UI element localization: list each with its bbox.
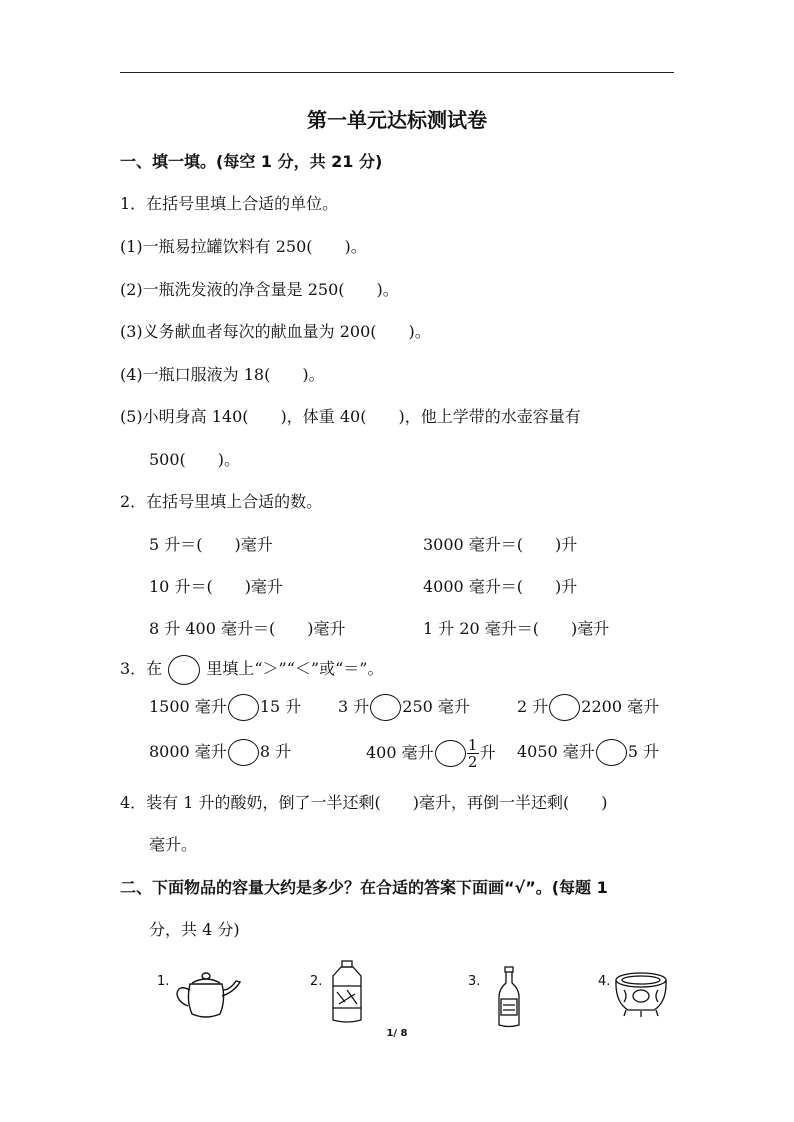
header-rule — [120, 72, 674, 73]
comparison-circle[interactable] — [435, 740, 466, 767]
fraction-denominator: 2 — [467, 753, 478, 771]
q3-row2-item1 — [149, 737, 291, 767]
q3-right-term: 15 升 — [259, 697, 302, 716]
bottle-icon — [327, 958, 367, 1026]
q3-left-term: 2 升 — [517, 697, 549, 716]
page-title: 第一单元达标测试卷 — [307, 108, 487, 132]
q1-item-5-cont: 500( )。 — [149, 450, 241, 469]
q3-right-term: 8 升 — [259, 742, 292, 761]
item-2-number: 2. — [310, 974, 323, 989]
q3-row2-item2 — [366, 737, 496, 770]
q3-right-term: 5 升 — [627, 742, 660, 761]
q3-prompt — [120, 653, 383, 685]
q3-prompt-pre: 3．在 — [120, 659, 163, 678]
q3-prompt-post: 里填上“＞”“＜”或“＝”。 — [206, 659, 384, 678]
q3-left-term: 1500 毫升 — [149, 697, 227, 716]
q1-prompt: 1．在括号里填上合适的单位。 — [120, 194, 339, 213]
comparison-circle[interactable] — [228, 739, 259, 766]
q2-right-1: 3000 毫升＝( )升 — [423, 535, 578, 554]
q2-right-2: 4000 毫升＝( )升 — [423, 577, 578, 596]
q3-left-term: 400 毫升 — [366, 743, 434, 762]
teapot-icon — [174, 970, 244, 1022]
section2-heading-cont: 分，共 4 分) — [149, 920, 240, 939]
q3-left-term: 3 升 — [338, 697, 370, 716]
item-3-number: 3. — [468, 974, 481, 989]
q1-item-3: (3)义务献血者每次的献血量为 200( )。 — [120, 322, 431, 341]
q2-left-1: 5 升＝( )毫升 — [149, 535, 273, 554]
comparison-circle[interactable] — [370, 694, 401, 721]
q3-right-term: 2200 毫升 — [581, 697, 660, 716]
fraction-numerator: 1 — [467, 736, 478, 754]
q1-item-2: (2)一瓶洗发液的净含量是 250( )。 — [120, 280, 399, 299]
q1-item-4: (4)一瓶口服液为 18( )。 — [120, 365, 325, 384]
circle-blank-icon — [168, 655, 200, 685]
item-1-number: 1. — [157, 974, 170, 989]
q3-row1-item1 — [149, 692, 301, 722]
section2-heading: 二、下面物品的容量大约是多少？在合适的答案下面画“√”。(每题 1 — [120, 878, 608, 897]
q2-left-2: 10 升＝( )毫升 — [149, 577, 283, 596]
q3-row1-item3 — [517, 692, 659, 722]
pot-icon — [612, 968, 670, 1020]
fraction-one-half — [467, 737, 479, 770]
q2-left-3: 8 升 400 毫升＝( )毫升 — [149, 619, 346, 638]
q2-right-3: 1 升 20 毫升＝( )毫升 — [423, 619, 610, 638]
q3-row2-item3 — [517, 737, 659, 767]
q3-row1-item2 — [338, 692, 470, 722]
q3-left-term: 8000 毫升 — [149, 742, 227, 761]
glass-bottle-icon — [494, 965, 524, 1029]
q3-unit: 升 — [479, 743, 496, 762]
q1-item-1: (1)一瓶易拉罐饮料有 250( )。 — [120, 237, 367, 256]
q4-line2: 毫升。 — [149, 835, 198, 854]
q2-prompt: 2．在括号里填上合适的数。 — [120, 492, 323, 511]
comparison-circle[interactable] — [596, 739, 627, 766]
q3-left-term: 4050 毫升 — [517, 742, 595, 761]
item-4-number: 4. — [598, 974, 611, 989]
section1-heading: 一、填一填。(每空 1 分，共 21 分) — [120, 152, 383, 171]
page-number: 1/ 8 — [386, 1028, 408, 1039]
q1-item-5: (5)小明身高 140( )，体重 40( )，他上学带的水壶容量有 — [120, 407, 581, 426]
comparison-circle[interactable] — [228, 694, 259, 721]
q4-line1: 4．装有 1 升的酸奶，倒了一半还剩( )毫升，再倒一半还剩( ) — [120, 793, 608, 812]
q3-right-term: 250 毫升 — [402, 697, 470, 716]
comparison-circle[interactable] — [549, 694, 580, 721]
